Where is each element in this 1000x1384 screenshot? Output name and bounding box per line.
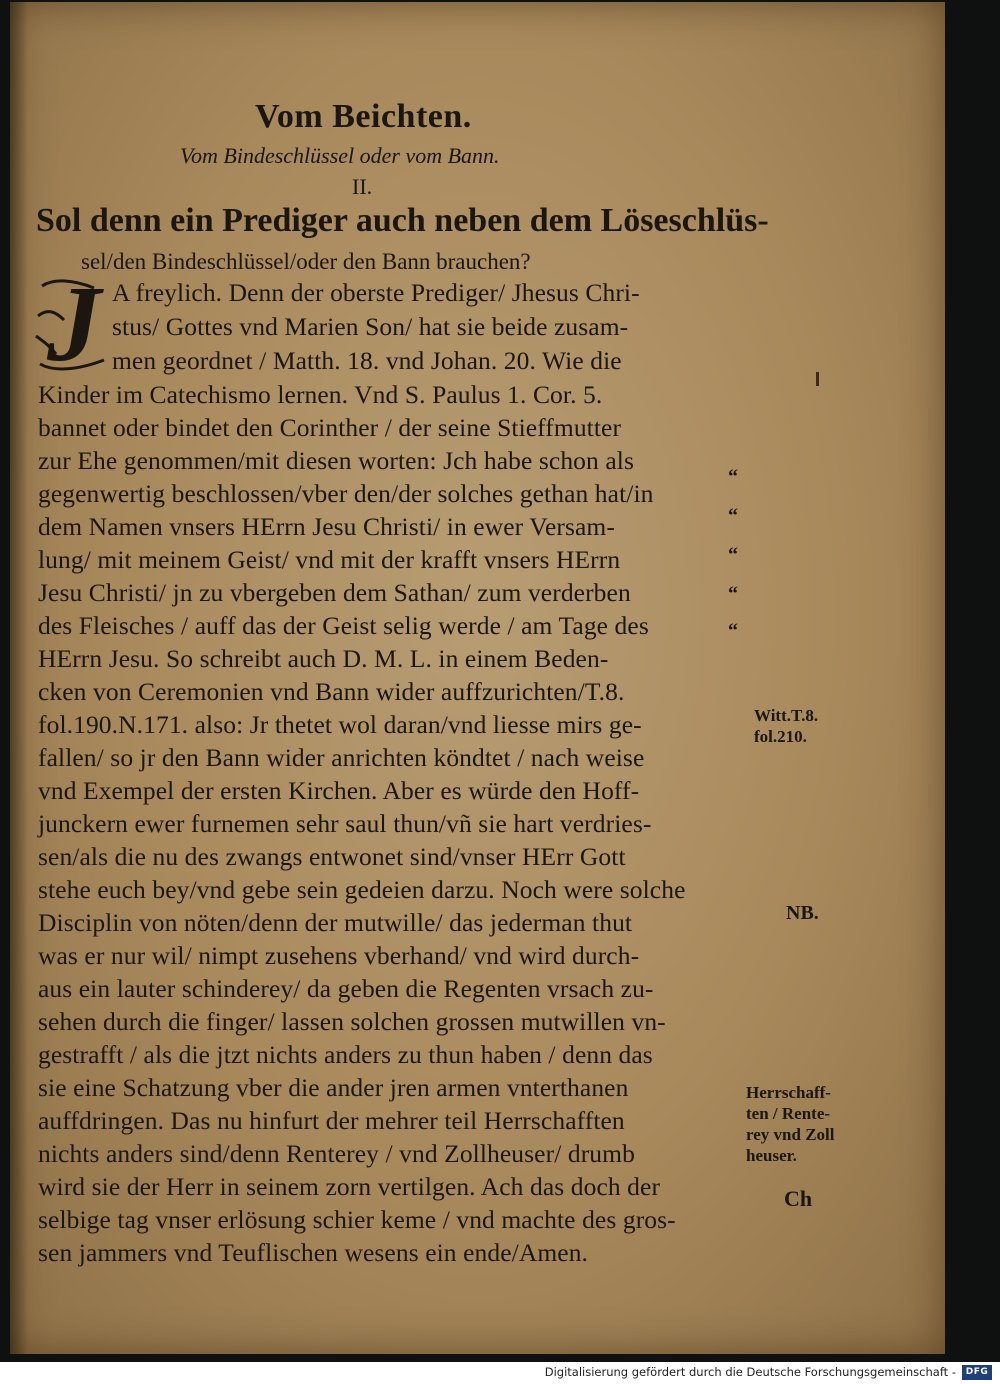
body-line: A freylich. Denn der oberste Prediger/ Jhesus Chri- bbox=[112, 278, 640, 307]
quote-mark: “ bbox=[728, 466, 738, 488]
body-line: gegenwertig beschlossen/vber den/der solches gethan hat/in bbox=[38, 479, 654, 508]
margin-note-line: ten / Rente- bbox=[746, 1104, 831, 1123]
question-line: Sol denn ein Prediger auch neben dem Löseschlüs- bbox=[36, 202, 769, 239]
margin-note-reference bbox=[754, 705, 818, 747]
catchword: Ch bbox=[784, 1186, 813, 1211]
body-line: bannet oder bindet den Corinther / der seine Stieffmutter bbox=[38, 413, 622, 442]
margin-note-herrschafften bbox=[746, 1082, 834, 1166]
quote-mark: “ bbox=[728, 620, 738, 642]
body-line: wird sie der Herr in seinem zorn vertilgen. Ach das doch der bbox=[38, 1172, 661, 1201]
body-line: cken von Ceremonien vnd Bann wider auffzurichten/T.8. bbox=[38, 677, 625, 706]
body-line: des Fleisches / auff das der Geist selig werde / am Tage des bbox=[38, 611, 649, 640]
question-line: sel/den Bindeschlüssel/oder den Bann brauchen? bbox=[81, 249, 531, 274]
drop-cap-initial: J bbox=[47, 265, 101, 384]
margin-note-nb: NB. bbox=[786, 902, 819, 924]
body-line: lung/ mit meinem Geist/ vnd mit der krafft vnsers HErrn bbox=[38, 545, 621, 574]
body-line: stus/ Gottes vnd Marien Son/ hat sie beide zusam- bbox=[112, 312, 629, 341]
section-title: Vom Bindeschlüssel oder vom Bann. bbox=[180, 143, 500, 168]
quote-mark: “ bbox=[728, 583, 738, 605]
body-line: selbige tag vnser erlösung schier keme / vnd machte des gros- bbox=[38, 1205, 676, 1234]
body-line: Disciplin von nöten/denn der mutwille/ das jederman thut bbox=[38, 908, 633, 937]
body-line: aus ein lauter schinderey/ da geben die Regenten vrsach zu- bbox=[38, 974, 654, 1003]
question-heading bbox=[36, 198, 769, 280]
body-line: gestrafft / als die jtzt nichts anders zu thun haben / denn das bbox=[38, 1040, 653, 1069]
body-line: zur Ehe genommen/mit diesen worten: Jch habe schon als bbox=[38, 446, 634, 475]
body-line: was er nur wil/ nimpt zusehens vberhand/ vnd wird durch- bbox=[38, 941, 640, 970]
page-gutter-shadow bbox=[10, 2, 28, 1354]
margin-note-line: heuser. bbox=[746, 1146, 797, 1165]
margin-note-line: Witt.T.8. bbox=[754, 706, 819, 725]
body-line: junckern ewer furnemen sehr saul thun/vñ sie hart verdries- bbox=[38, 809, 652, 838]
margin-note-line: Herrschaff- bbox=[746, 1083, 831, 1102]
printer-mark bbox=[816, 372, 819, 386]
body-line: Jesu Christi/ jn zu vbergeben dem Sathan/ zum verderben bbox=[38, 578, 631, 607]
body-line: sie eine Schatzung vber die ander jren armen vnterthanen bbox=[38, 1073, 629, 1102]
body-line: sen/als die nu des zwangs entwonet sind/vnser HErr Gott bbox=[38, 842, 626, 871]
section-number: II. bbox=[352, 174, 373, 199]
running-title: Vom Beichten. bbox=[255, 98, 472, 135]
body-line: fallen/ so jr den Bann wider anrichten köndtet / nach weise bbox=[38, 743, 645, 772]
footer-bar bbox=[0, 1362, 1000, 1384]
body-line: auffdringen. Das nu hinfurt der mehrer teil Herrschafften bbox=[38, 1106, 625, 1135]
margin-note-line: fol.210. bbox=[754, 727, 807, 746]
quote-mark: “ bbox=[728, 505, 738, 527]
body-line: nichts anders sind/denn Renterey / vnd Zollheuser/ drumb bbox=[38, 1139, 635, 1168]
body-line: men geordnet / Matth. 18. vnd Johan. 20. Wie die bbox=[112, 346, 622, 375]
body-line: vnd Exempel der ersten Kirchen. Aber es würde den Hoff- bbox=[38, 776, 640, 805]
body-line: dem Namen vnsers HErrn Jesu Christi/ in ewer Versam- bbox=[38, 512, 615, 541]
body-line: Kinder im Catechismo lernen. Vnd S. Paulus 1. Cor. 5. bbox=[38, 380, 603, 409]
body-line: sehen durch die finger/ lassen solchen grossen mutwillen vn- bbox=[38, 1007, 666, 1036]
body-line: sen jammers vnd Teuflischen wesens ein ende/Amen. bbox=[38, 1238, 589, 1267]
dfg-logo[interactable]: DFG bbox=[962, 1365, 992, 1380]
funding-credit: Digitalisierung gefördert durch die Deutsche Forschungsgemeinschaft - bbox=[544, 1365, 956, 1379]
body-line: stehe euch bey/vnd gebe sein gedeien darzu. Noch were solche bbox=[38, 875, 686, 904]
body-line: fol.190.N.171. also: Jr thetet wol daran/vnd liesse mirs ge- bbox=[38, 710, 642, 739]
margin-note-line: rey vnd Zoll bbox=[746, 1125, 835, 1144]
body-line: HErrn Jesu. So schreibt auch D. M. L. in einem Beden- bbox=[38, 644, 609, 673]
quote-mark: “ bbox=[728, 544, 738, 566]
